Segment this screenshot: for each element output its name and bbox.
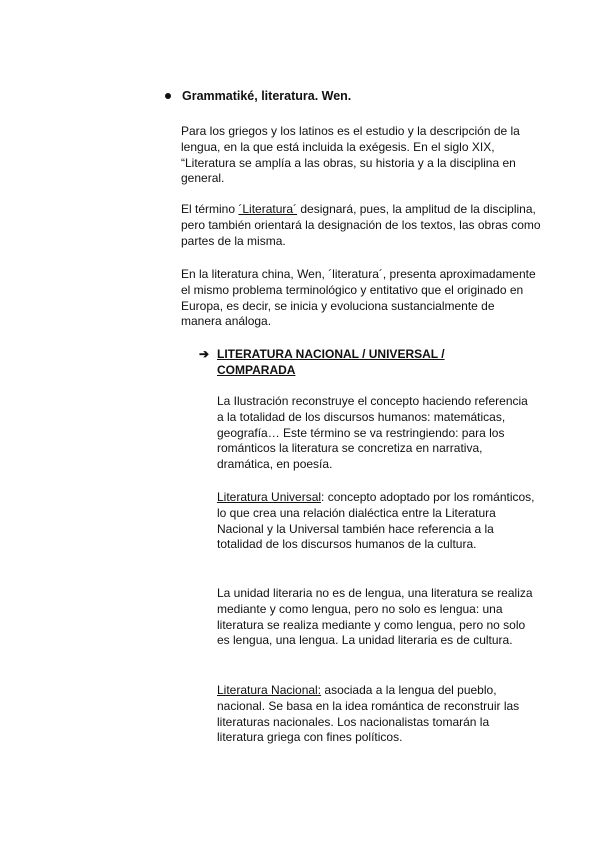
paragraph-unidad-literaria: La unidad literaria no es de lengua, una literatura se realiza mediante y como lengua, pero no solo es lengua: una literatura se realiza mediante y como lengua, pero no solo es lengua, una lengua. La unidad literaria es de cultura.: [217, 586, 533, 648]
paragraph-literatura-nacional: [217, 683, 537, 746]
arrow-right-icon: ➔: [199, 347, 210, 361]
paragraph-prefix: El término: [181, 202, 239, 216]
section-title: Grammatiké, literatura. Wen.: [182, 89, 352, 103]
bullet-icon: [165, 93, 171, 99]
paragraph-literatura-china: En la literatura china, Wen, ´literatura´, presenta aproximadamente el mismo problema terminológico y entitativo que el originado en Europa, es decir, se inicia y evoluciona sustancialmente de manera análoga.: [181, 267, 536, 329]
paragraph-literatura-universal: [217, 490, 537, 553]
term-literatura-nacional: Literatura Nacional:: [217, 683, 322, 697]
term-literatura-universal: Literatura Universal: [217, 490, 322, 504]
paragraph-termino-literatura: [181, 202, 541, 249]
paragraph-rest: asociada a la lengua del pueblo, nacional. Se basa en la idea romántica de reconstruir las literaturas nacionales. Los nacionalistas tomarán la literatura griega con fines políticos.: [217, 683, 520, 745]
paragraph-ilustracion: La Ilustración reconstruye el concepto haciendo referencia a la totalidad de los discursos humanos: matemáticas, geografía… Este término se va restringiendo: para los románticos la literatura se concretiza en narrativa, dramática, en poesía.: [217, 394, 528, 472]
section-heading: [165, 88, 351, 104]
paragraph-rest: : concepto adoptado por los románticos, lo que crea una relación dialéctica entre la Literatura Nacional y la Universal también hace referencia a la totalidad de los discursos humanos de la cultura.: [217, 490, 535, 552]
subsection-heading: [199, 346, 467, 378]
paragraph-grammatike: Para los griegos y los latinos es el estudio y la descripción de la lengua, en la que está incluida la exégesis. En el siglo XIX, “Literatura se amplía a las obras, su historia y a la disciplina en general.: [181, 124, 520, 186]
term-literatura: ´Literatura´: [238, 202, 298, 216]
paragraph-rest: designará, pues, la amplitud de la disciplina, pero también orientará la designación de los textos, las obras como partes de la misma.: [181, 202, 541, 248]
subsection-title: LITERATURA NACIONAL / UNIVERSAL / COMPARADA: [217, 347, 445, 377]
